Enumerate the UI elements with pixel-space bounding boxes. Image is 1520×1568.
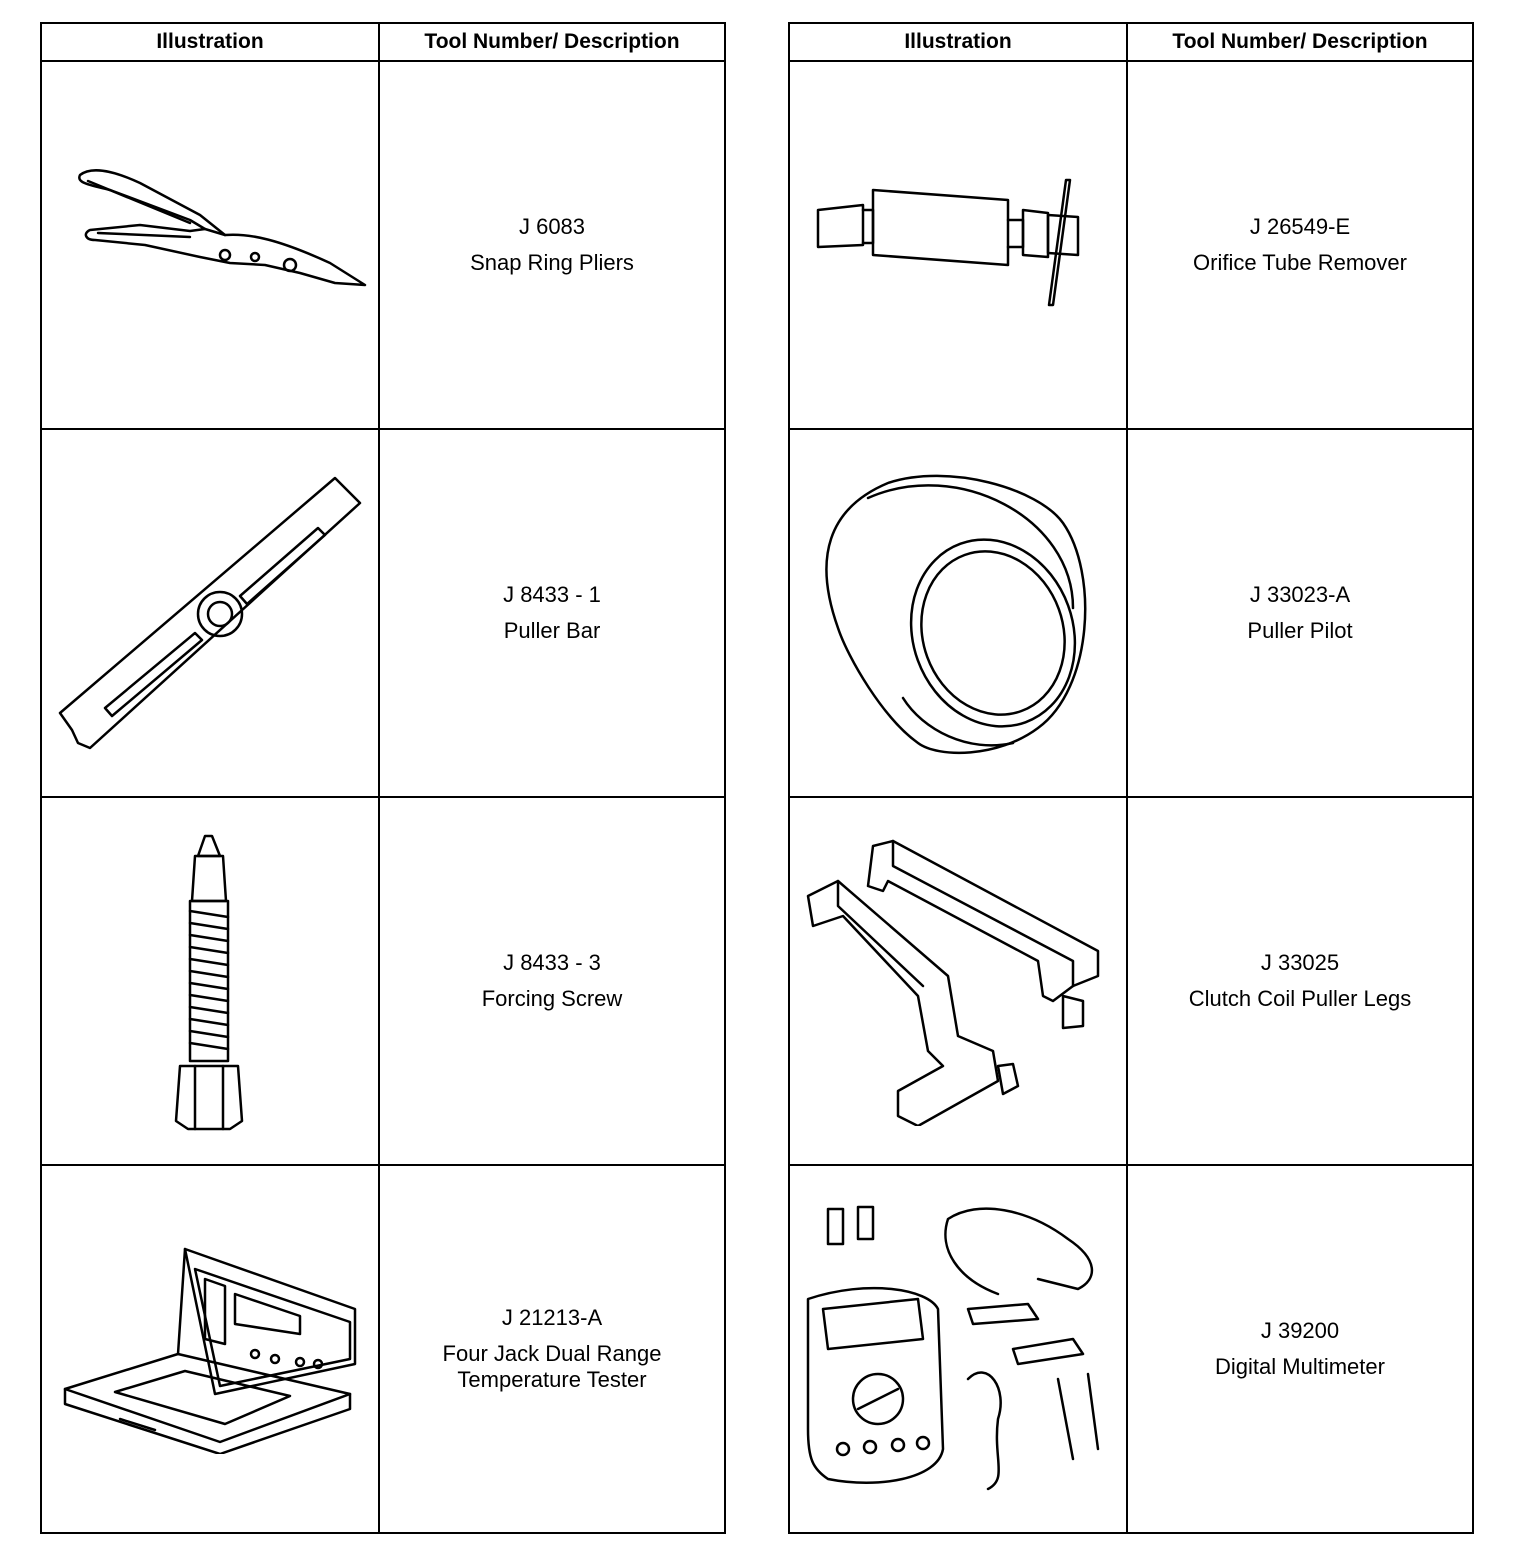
orifice-tube-remover-icon xyxy=(808,175,1108,315)
snap-ring-pliers-icon xyxy=(50,145,370,345)
illustration-cell xyxy=(41,797,379,1165)
description-cell xyxy=(379,429,725,797)
tool-number: J 21213-A xyxy=(501,1305,603,1330)
tool-number: J 26549-E xyxy=(1249,214,1351,239)
column-header-illustration: Illustration xyxy=(789,23,1127,61)
tool-number: J 8433 - 1 xyxy=(503,582,601,607)
tool-number: J 39200 xyxy=(1260,1318,1340,1343)
illustration-cell xyxy=(789,61,1127,429)
column-header-description: Tool Number/ Description xyxy=(379,23,725,61)
illustration-cell xyxy=(41,61,379,429)
illustration-cell xyxy=(789,797,1127,1165)
table-row xyxy=(41,1165,725,1533)
table-row xyxy=(41,797,725,1165)
puller-pilot-icon xyxy=(808,468,1108,758)
tool-description: Four Jack Dual Range xyxy=(442,1341,662,1366)
table-row xyxy=(789,1165,1473,1533)
table-row xyxy=(41,61,725,429)
tool-description: Puller Bar xyxy=(503,618,601,643)
puller-legs-icon xyxy=(798,836,1118,1126)
column-header-description: Tool Number/ Description xyxy=(1127,23,1473,61)
illustration-cell xyxy=(41,429,379,797)
tool-description: Digital Multimeter xyxy=(1215,1354,1385,1379)
tool-number: J 8433 - 3 xyxy=(503,950,601,975)
description-cell xyxy=(1127,1165,1473,1533)
tool-number: J 33023-A xyxy=(1249,582,1351,607)
digital-multimeter-icon xyxy=(798,1199,1118,1499)
table-header-row xyxy=(789,23,1473,61)
description-cell xyxy=(1127,429,1473,797)
illustration-cell xyxy=(41,1165,379,1533)
tool-description: Orifice Tube Remover xyxy=(1193,250,1407,275)
forcing-screw-icon xyxy=(150,831,270,1131)
column-header-illustration: Illustration xyxy=(41,23,379,61)
description-cell xyxy=(1127,797,1473,1165)
table-row xyxy=(41,429,725,797)
description-cell xyxy=(379,1165,725,1533)
puller-bar-icon xyxy=(50,468,370,758)
tools-table-left xyxy=(40,22,726,1534)
description-cell xyxy=(379,797,725,1165)
illustration-cell xyxy=(789,1165,1127,1533)
tool-description: Clutch Coil Puller Legs xyxy=(1188,986,1412,1011)
tools-table-right xyxy=(788,22,1474,1534)
tool-description: Puller Pilot xyxy=(1247,618,1353,643)
tool-number: J 6083 xyxy=(518,214,586,239)
description-cell xyxy=(379,61,725,429)
description-cell xyxy=(1127,61,1473,429)
tool-number: J 33025 xyxy=(1260,950,1340,975)
temperature-tester-case-icon xyxy=(60,1244,360,1454)
tool-description: Forcing Screw xyxy=(481,986,623,1011)
tool-description-line-2: Temperature Tester xyxy=(457,1367,647,1392)
illustration-cell xyxy=(789,429,1127,797)
table-header-row xyxy=(41,23,725,61)
table-row xyxy=(789,797,1473,1165)
table-row xyxy=(789,61,1473,429)
table-row xyxy=(789,429,1473,797)
tool-description: Snap Ring Pliers xyxy=(470,250,634,275)
